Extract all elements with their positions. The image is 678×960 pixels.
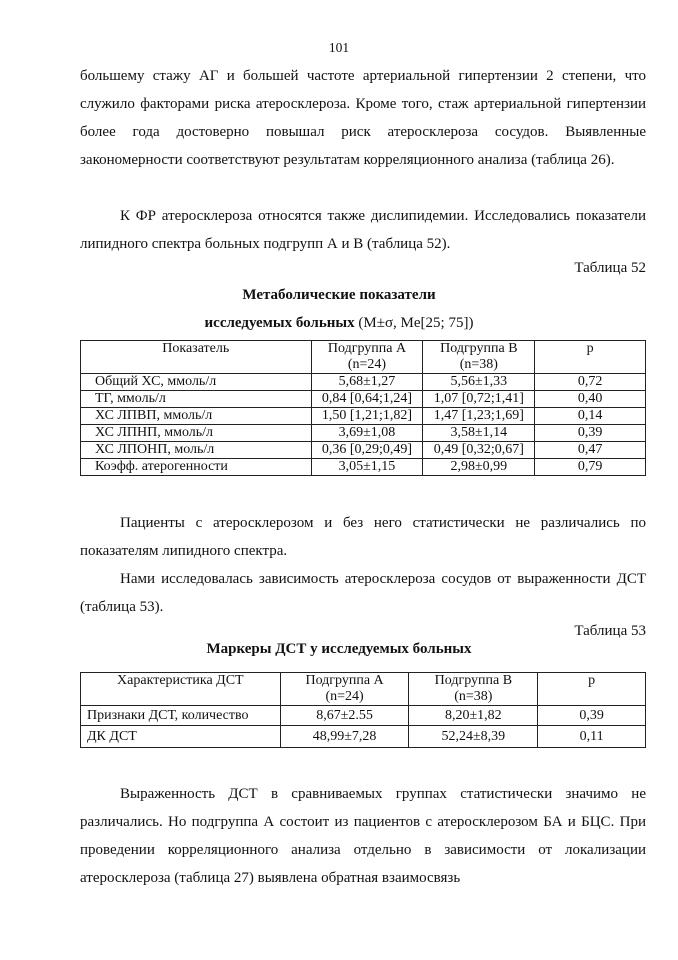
table-52-title-line1: Метаболические показатели bbox=[242, 287, 436, 303]
table-cell: 2,98±0,99 bbox=[423, 459, 535, 476]
table-cell: 0,79 bbox=[535, 459, 646, 476]
table-cell: 0,47 bbox=[535, 442, 646, 459]
header-cell: Подгруппа В (n=38) bbox=[409, 673, 538, 706]
table-row bbox=[81, 374, 646, 391]
table-cell: 8,67±2.55 bbox=[280, 706, 409, 726]
table-cell: 0,39 bbox=[535, 425, 646, 442]
paragraph-2: К ФР атеросклероза относятся также дислипидемии. Исследовались показатели липидного спектра больных подгрупп А и В (таблица 52). bbox=[80, 208, 646, 252]
table-cell: ХС ЛПВП, ммоль/л bbox=[81, 408, 312, 425]
table-cell: 8,20±1,82 bbox=[409, 706, 538, 726]
table-row bbox=[81, 442, 646, 459]
table-cell: 0,84 [0,64;1,24] bbox=[311, 391, 423, 408]
table-row bbox=[81, 408, 646, 425]
table-cell: Коэфф. атерогенности bbox=[81, 459, 312, 476]
header-cell: Подгруппа А (n=24) bbox=[311, 341, 423, 374]
table-cell: 1,47 [1,23;1,69] bbox=[423, 408, 535, 425]
table-cell: 0,72 bbox=[535, 374, 646, 391]
table-cell: ХС ЛПОНП, моль/л bbox=[81, 442, 312, 459]
table-cell: 5,68±1,27 bbox=[311, 374, 423, 391]
table-53-title: Маркеры ДСТ у исследуемых больных bbox=[206, 641, 472, 657]
table-52-title-bold: исследуемых больных bbox=[204, 315, 355, 331]
table-cell: 3,58±1,14 bbox=[423, 425, 535, 442]
header-cell: Подгруппа А (n=24) bbox=[280, 673, 409, 706]
table-header-row bbox=[81, 673, 646, 706]
header-cell: Подгруппа В (n=38) bbox=[423, 341, 535, 374]
paragraph-5: Выраженность ДСТ в сравниваемых группах статистически значимо не различались. Но подгруппа А состоит из пациентов с атеросклерозом БА и БЦС. При проведении корреляционного анализа отдельно в зависимости от локализации атеросклероза (таблица 27) выявлена обратная взаимосвязь bbox=[80, 786, 646, 886]
table-cell: ДК ДСТ bbox=[81, 726, 281, 748]
table-row bbox=[81, 425, 646, 442]
table-53-label: Таблица 53 bbox=[574, 623, 646, 639]
page-number: 101 bbox=[328, 40, 350, 55]
paragraph-1: большему стажу АГ и большей частоте артериальной гипертензии 2 степени, что служило факторами риска атеросклероза. Кроме того, стаж артериальной гипертензии более года достоверно повышал риск атеросклероза сосудов. Выявленные закономерности соответствуют результатам корреляционного анализа (таблица 26). bbox=[80, 68, 646, 168]
table-52-title-line2 bbox=[0, 315, 678, 332]
table-row bbox=[81, 726, 646, 748]
table-cell: 1,07 [0,72;1,41] bbox=[423, 391, 535, 408]
header-cell: Показатель bbox=[81, 341, 312, 374]
table-cell: 3,05±1,15 bbox=[311, 459, 423, 476]
table-52-title-stats: (M±σ, Me[25; 75]) bbox=[354, 315, 474, 331]
table-cell: 1,50 [1,21;1,82] bbox=[311, 408, 423, 425]
table-cell: 0,36 [0,29;0,49] bbox=[311, 442, 423, 459]
header-cell: p bbox=[538, 673, 646, 706]
header-cell: p bbox=[535, 341, 646, 374]
table-row bbox=[81, 391, 646, 408]
table-header-row bbox=[81, 341, 646, 374]
table-cell: Общий ХС, ммоль/л bbox=[81, 374, 312, 391]
table-cell: ХС ЛПНП, ммоль/л bbox=[81, 425, 312, 442]
table-cell: 0,49 [0,32;0,67] bbox=[423, 442, 535, 459]
header-cell: Характеристика ДСТ bbox=[81, 673, 281, 706]
table-cell: 0,14 bbox=[535, 408, 646, 425]
table-cell: 52,24±8,39 bbox=[409, 726, 538, 748]
table-cell: 0,40 bbox=[535, 391, 646, 408]
table-52-label: Таблица 52 bbox=[574, 260, 646, 276]
table-cell: 0,11 bbox=[538, 726, 646, 748]
table-cell: 48,99±7,28 bbox=[280, 726, 409, 748]
table-row bbox=[81, 706, 646, 726]
table-cell: 5,56±1,33 bbox=[423, 374, 535, 391]
table-cell: 3,69±1,08 bbox=[311, 425, 423, 442]
table-53 bbox=[80, 672, 646, 748]
table-52 bbox=[80, 340, 646, 476]
paragraph-4: Нами исследовалась зависимость атеросклероза сосудов от выраженности ДСТ (таблица 53). bbox=[80, 571, 646, 615]
paragraph-3: Пациенты с атеросклерозом и без него статистически не различались по показателям липидного спектра. bbox=[80, 515, 646, 559]
table-cell: Признаки ДСТ, количество bbox=[81, 706, 281, 726]
table-row bbox=[81, 459, 646, 476]
table-cell: ТГ, ммоль/л bbox=[81, 391, 312, 408]
table-cell: 0,39 bbox=[538, 706, 646, 726]
